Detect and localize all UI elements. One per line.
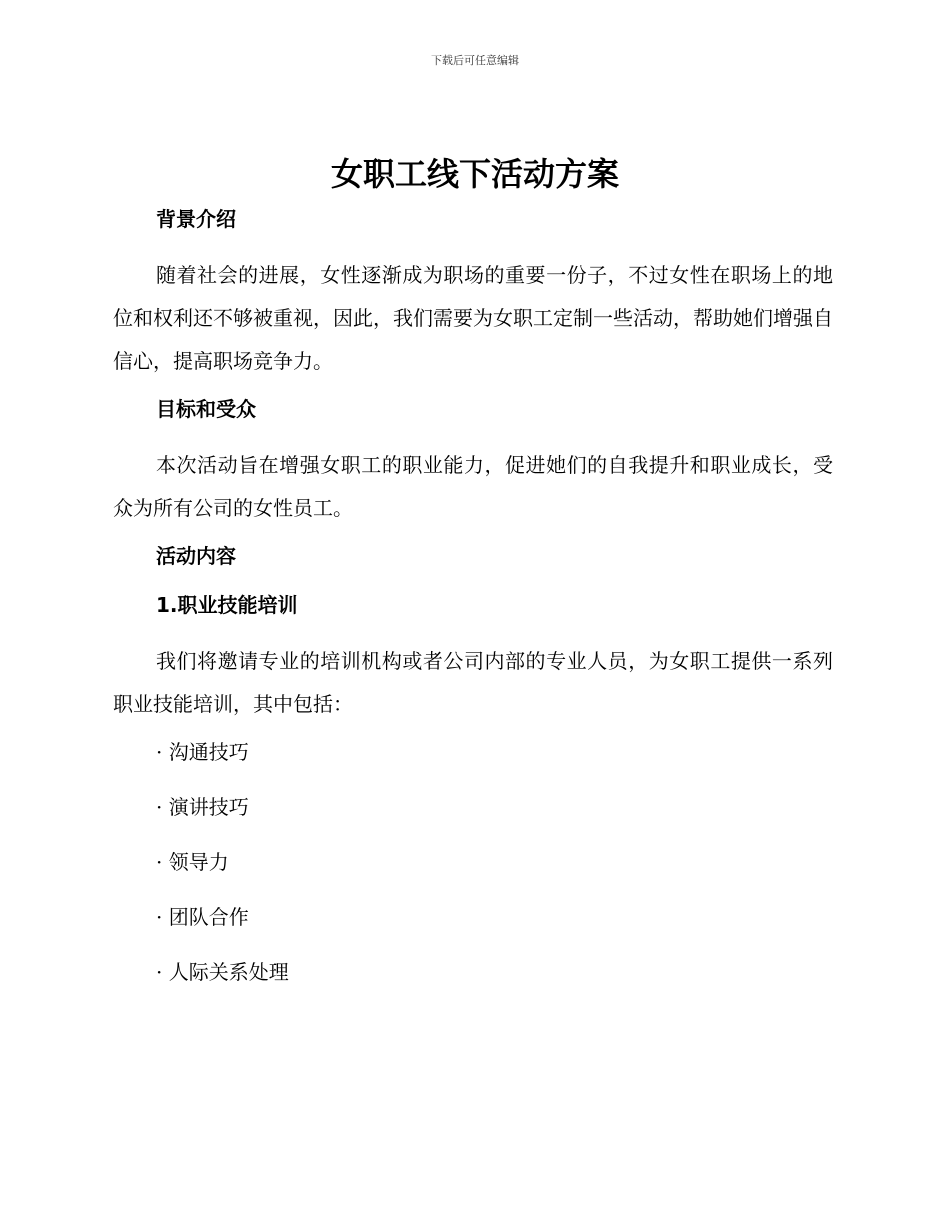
training-paragraph: 我们将邀请专业的培训机构或者公司内部的专业人员，为女职工提供一系列职业技能培训，其中包括： <box>113 649 833 716</box>
subsection-heading-training: 1.职业技能培训 <box>156 593 298 617</box>
section-heading-goals: 目标和受众 <box>156 397 256 421</box>
goals-paragraph: 本次活动旨在增强女职工的职业能力，促进她们的自我提升和职业成长，受众为所有公司的女性员工。 <box>113 453 833 520</box>
list-item: · 人际关系处理 <box>156 960 289 984</box>
header-note: 下载后可任意编辑 <box>431 54 519 67</box>
list-item: · 领导力 <box>156 850 229 874</box>
training-topics-list <box>113 738 833 986</box>
background-paragraph: 随着社会的进展，女性逐渐成为职场的重要一份子，不过女性在职场上的地位和权利还不够被重视，因此，我们需要为女职工定制一些活动，帮助她们增强自信心，提高职场竞争力。 <box>113 263 833 373</box>
document-body <box>113 199 833 1013</box>
document-title: 女职工线下活动方案 <box>330 155 619 193</box>
list-item: · 团队合作 <box>156 905 249 929</box>
section-heading-background: 背景介绍 <box>156 207 236 231</box>
section-heading-activities: 活动内容 <box>156 544 236 568</box>
list-item: · 演讲技巧 <box>156 795 249 819</box>
list-item: · 沟通技巧 <box>156 740 249 764</box>
